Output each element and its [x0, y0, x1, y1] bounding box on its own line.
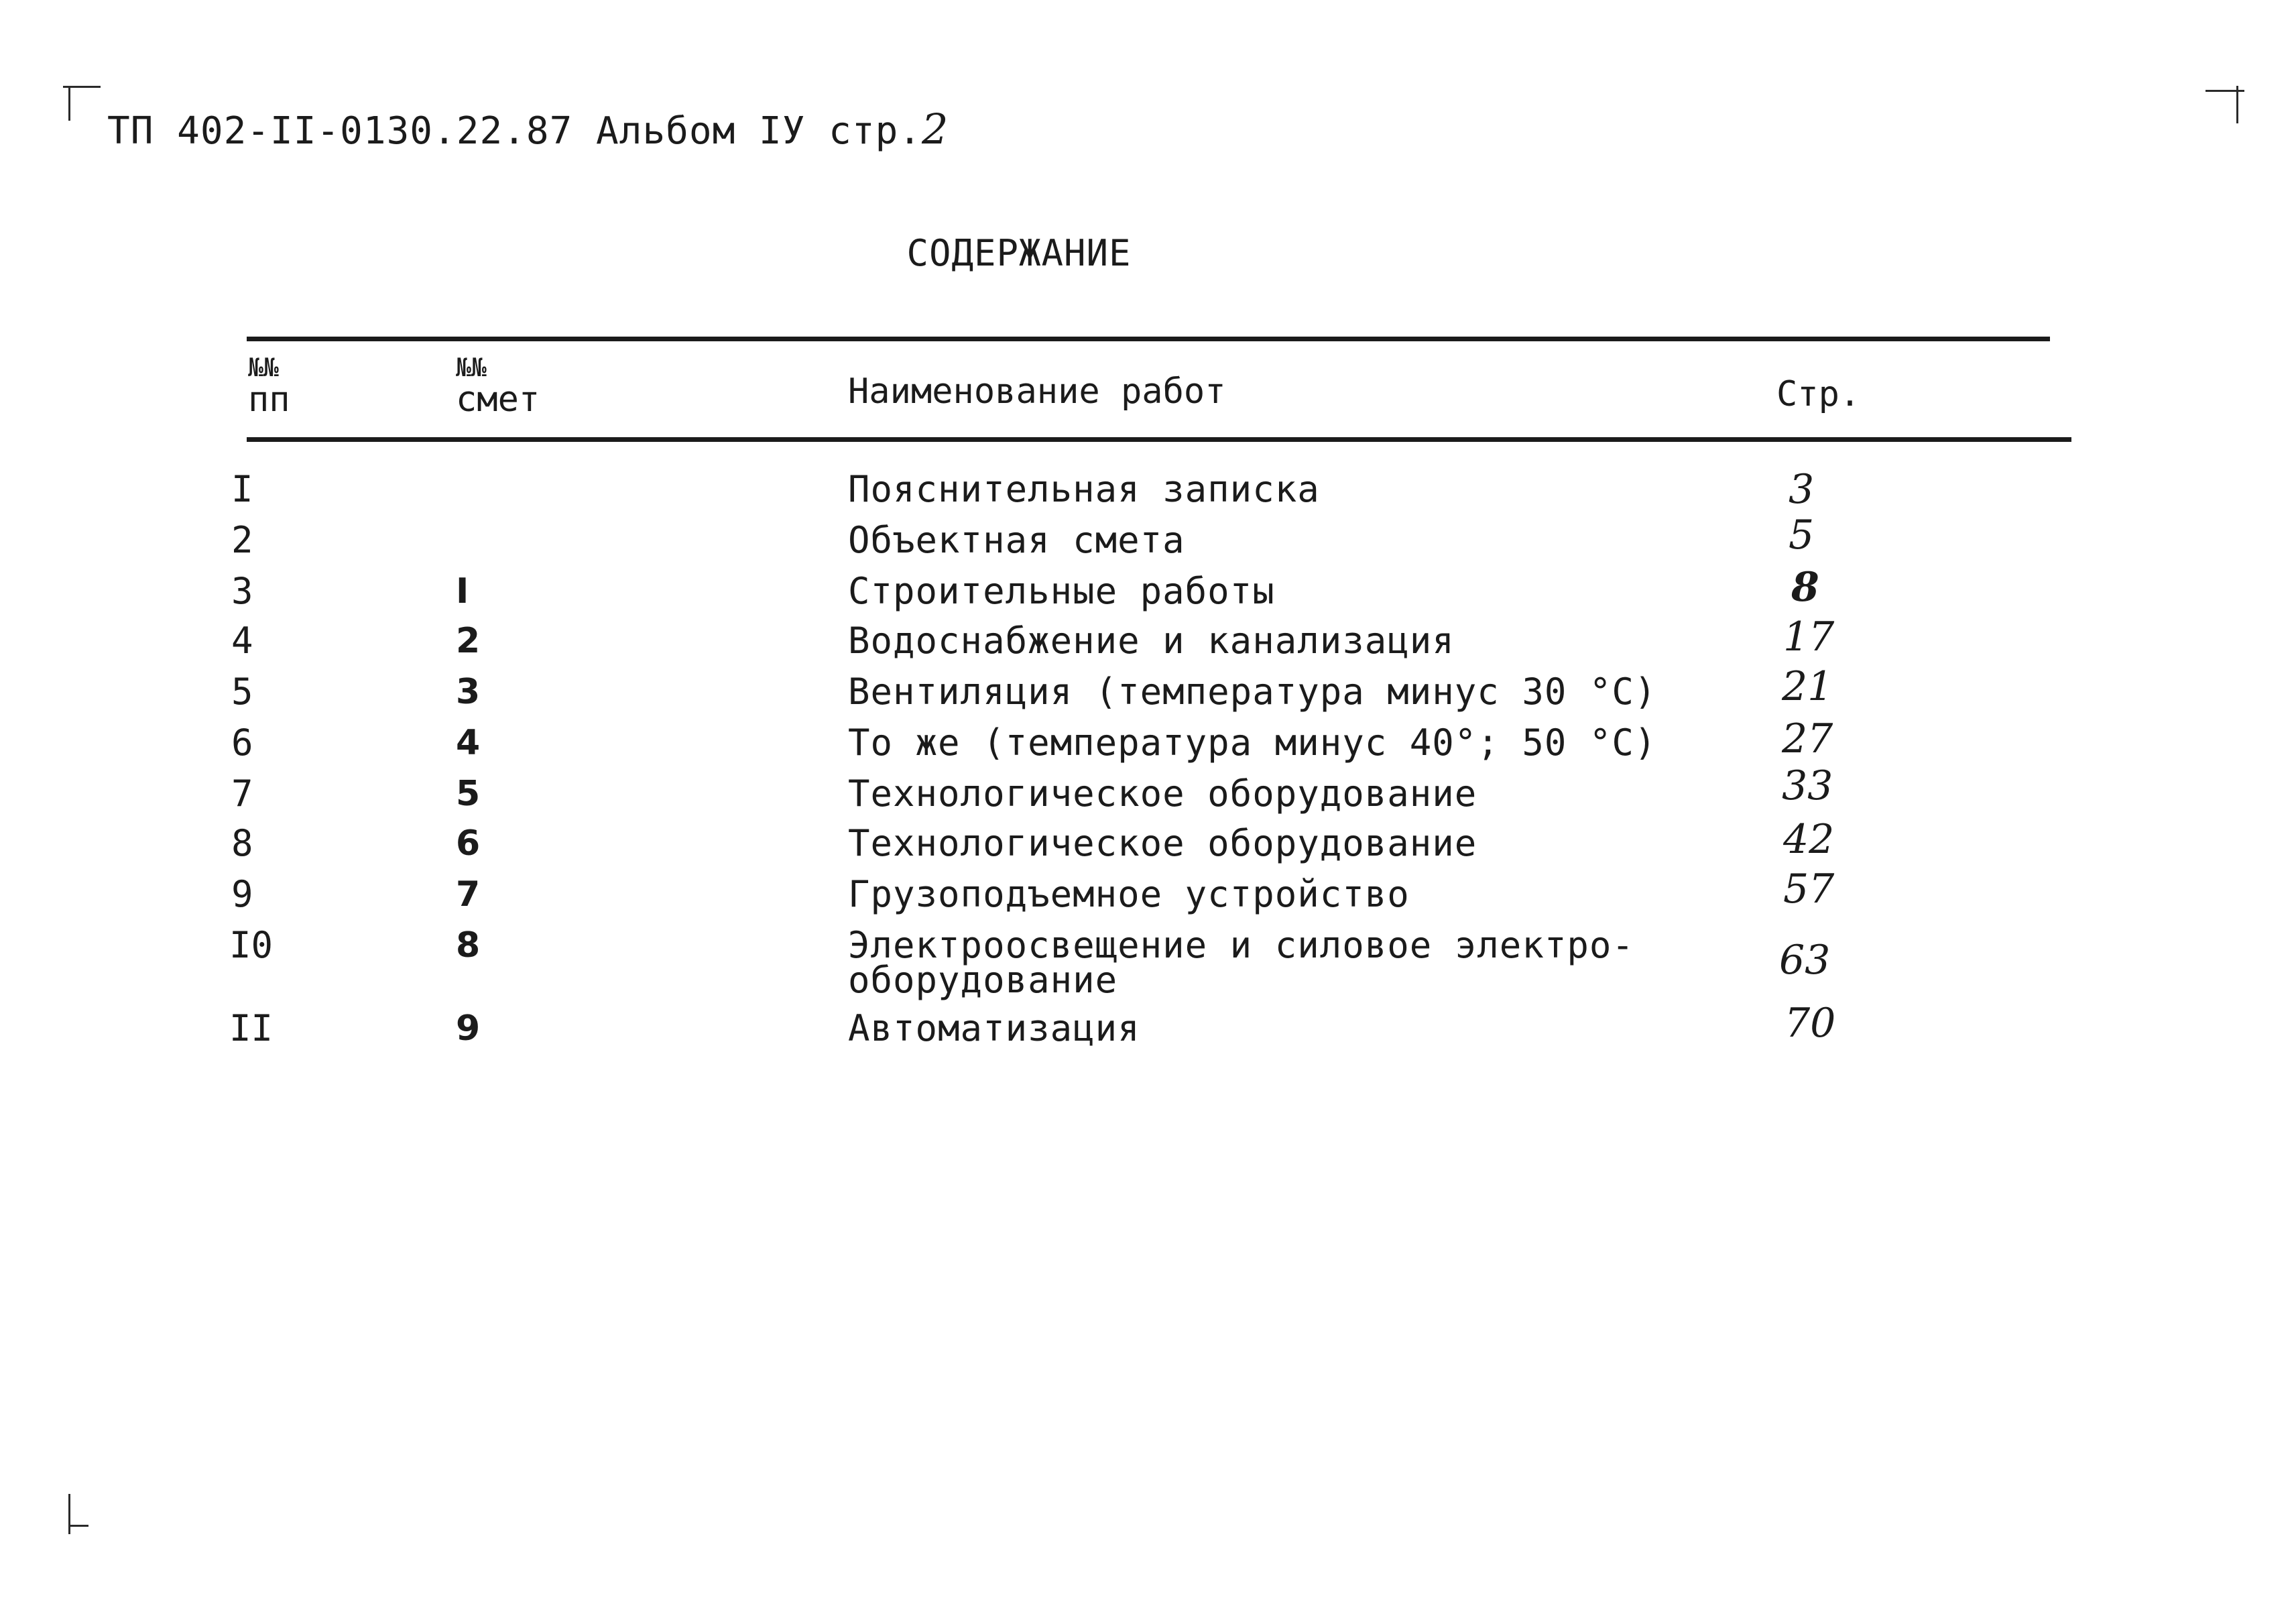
table-row — [0, 466, 2296, 520]
table-row — [0, 564, 2296, 622]
row-page: 27 — [1782, 715, 1833, 762]
table-row — [0, 762, 2296, 825]
row-name-continued: оборудование — [848, 959, 1118, 1001]
crop-mark-top-left-v — [68, 86, 70, 121]
crop-mark-bottom-left-h — [68, 1525, 88, 1527]
row-pp: I0 — [229, 924, 274, 966]
table-row — [0, 512, 2296, 571]
row-pp: I — [231, 468, 253, 510]
row-page: 21 — [1782, 663, 1833, 710]
row-pp: 8 — [231, 822, 253, 864]
row-smet: 6 — [456, 823, 481, 864]
row-page: 70 — [1785, 1000, 1836, 1047]
table-row — [0, 614, 2296, 672]
table-row — [0, 663, 2296, 723]
row-name: Вентиляция (температура минус 30 °С) — [848, 671, 1657, 713]
row-pp: 4 — [231, 620, 253, 662]
table-row — [0, 866, 2296, 925]
row-page: 17 — [1783, 614, 1835, 660]
row-pp: 6 — [231, 721, 253, 764]
row-name: Грузоподъемное устройство — [848, 873, 1410, 915]
document-code: ТП 402-II-0130.22.87 Альбом IУ стр. — [107, 109, 922, 153]
row-name: То же (температура минус 40°; 50 °С) — [848, 721, 1657, 764]
row-pp: 2 — [231, 519, 253, 561]
row-smet: 2 — [456, 621, 481, 661]
table-row — [0, 816, 2296, 874]
row-smet: 7 — [456, 874, 481, 915]
crop-mark-bottom-left-v — [68, 1494, 70, 1534]
row-page: 5 — [1789, 512, 1815, 559]
table-row — [0, 1000, 2296, 1059]
row-smet: 8 — [456, 925, 481, 966]
row-pp: 7 — [231, 772, 253, 815]
row-page: 57 — [1783, 866, 1835, 913]
row-smet: 3 — [456, 672, 481, 712]
row-page: 42 — [1783, 816, 1835, 863]
row-smet: 9 — [456, 1008, 481, 1049]
row-pp: 9 — [231, 873, 253, 915]
column-header-smet-bottom: смет — [456, 380, 540, 420]
row-name: Пояснительная записка — [848, 468, 1320, 510]
table-row — [0, 925, 2296, 1012]
row-name: Электроосвещение и силовое электро- — [848, 924, 1634, 966]
row-name: Технологическое оборудование — [848, 772, 1477, 815]
table-row — [0, 715, 2296, 774]
row-pp: 5 — [231, 671, 253, 713]
row-pp: 3 — [231, 570, 253, 612]
table-top-rule — [247, 337, 2050, 341]
row-smet: I — [456, 571, 469, 612]
row-smet: 4 — [456, 723, 481, 763]
column-header-page: Стр. — [1776, 374, 1861, 414]
document-header — [107, 105, 949, 154]
row-pp: II — [229, 1007, 274, 1049]
page-number: 2 — [922, 105, 949, 154]
column-header-pp-top: №№ — [248, 353, 279, 382]
row-page: 63 — [1779, 937, 1831, 984]
column-header-smet — [456, 354, 540, 418]
row-name: Технологическое оборудование — [848, 822, 1477, 864]
table-header-rule — [247, 437, 2071, 442]
row-name: Объектная смета — [848, 519, 1185, 561]
column-header-pp — [248, 354, 290, 418]
crop-mark-top-right-h — [2206, 90, 2244, 92]
row-name: Строительные работы — [848, 570, 1275, 612]
row-page: 33 — [1782, 762, 1833, 809]
crop-mark-top-right-v — [2236, 86, 2238, 123]
column-header-smet-top: №№ — [456, 353, 487, 382]
page-title: СОДЕРЖАНИЕ — [906, 232, 1132, 274]
row-smet: 5 — [456, 774, 481, 814]
column-header-name: Наименование работ — [848, 371, 1226, 412]
column-header-pp-bottom: пп — [248, 380, 290, 420]
row-page: 8 — [1791, 564, 1819, 611]
row-name: Автоматизация — [848, 1007, 1140, 1049]
row-page: 3 — [1789, 466, 1815, 513]
row-name: Водоснабжение и канализация — [848, 620, 1455, 662]
